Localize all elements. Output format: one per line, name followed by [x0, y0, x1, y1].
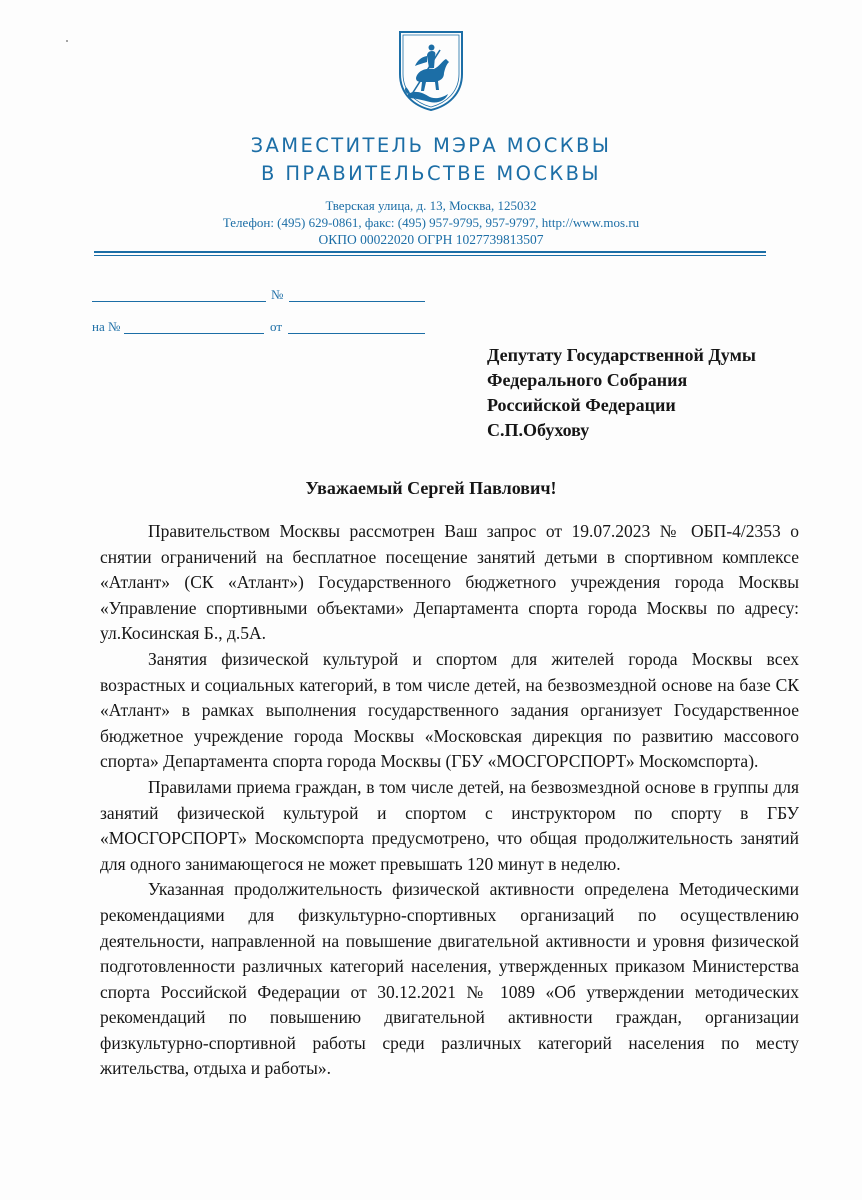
- addressee-line: Депутату Государственной Думы: [487, 345, 756, 365]
- addressee-name: С.П.Обухову: [487, 420, 590, 440]
- header-divider-thick: [94, 251, 766, 253]
- reference-date-label: от: [270, 319, 283, 334]
- outgoing-number-label: №: [271, 287, 284, 302]
- organization-codes: ОКПО 00022020 ОГРН 1027739813507: [318, 232, 544, 247]
- body-paragraph: Правительством Москвы рассмотрен Ваш запрос от 19.07.2023 № ОБП-4/2353 о снятии ограничений на бесплатное посещение занятий детьми в спортивном комплексе «Атлант» (СК «Атлант») Государственного бюджетного учреждения города Москвы «Управление спортивными объектами» Департамента спорта города Москвы по адресу: ул.Косинская Б., д.5А.: [100, 521, 799, 644]
- reference-number-label: на №: [92, 319, 121, 334]
- body-paragraph: Правилами приема граждан, в том числе детей, на безвозмездной основе в группы для занятий физической культурой и спортом с инструктором по спорту в ГБУ «МОСГОРСПОРТ» Москомспорта предусмотрено, что общая продолжительность занятий для одного занимающегося не может превышать 120 минут в неделю.: [100, 776, 799, 874]
- organization-address: Тверская улица, д. 13, Москва, 125032: [325, 198, 537, 213]
- reference-number-line: [124, 333, 264, 334]
- reference-date-line: [288, 333, 425, 334]
- outgoing-date-line: [92, 301, 266, 302]
- organization-phone-fax-web: Телефон: (495) 629-0861, факс: (495) 957-9795, 957-9797, http://www.mos.ru: [222, 215, 640, 230]
- organization-title-line-2: В ПРАВИТЕЛЬСТВЕ МОСКВЫ: [260, 162, 601, 185]
- letter-body: [100, 519, 799, 1082]
- addressee-block: [487, 343, 756, 443]
- addressee-line: Федерального Собрания: [487, 370, 688, 390]
- moscow-coat-of-arms-icon: [396, 28, 466, 112]
- addressee-line: Российской Федерации: [487, 395, 676, 415]
- salutation: Уважаемый Сергей Павлович!: [305, 478, 557, 498]
- organization-title-line-1: ЗАМЕСТИТЕЛЬ МЭРА МОСКВЫ: [250, 134, 612, 157]
- scan-speck: [66, 40, 68, 42]
- header-divider-thin: [94, 255, 766, 256]
- body-paragraph: Занятия физической культурой и спортом для жителей города Москвы всех возрастных и социальных категорий, в том числе детей, на безвозмездной основе на базе СК «Атлант» в рамках выполнения государственного задания организует Государственное бюджетное учреждение города Москвы «Московская дирекция по развитию массового спорта» Департамента спорта города Москвы (ГБУ «МОСГОРСПОРТ» Москомспорта).: [100, 648, 799, 772]
- outgoing-number-line: [289, 301, 425, 302]
- body-paragraph: Указанная продолжительность физической активности определена Методическими рекомендациями для физкультурно-спортивных организаций по осуществлению деятельности, направленной на повышение двигательной активности и уровня физической подготовленности различных категорий населения, утвержденных приказом Министерства спорта Российской Федерации от 30.12.2021 № 1089 «Об утверждении методических рекомендаций по повышению двигательной активности граждан, организации физкультурно-спортивной работы среди различных категорий населения по месту жительства, отдыха и работы».: [100, 879, 799, 1079]
